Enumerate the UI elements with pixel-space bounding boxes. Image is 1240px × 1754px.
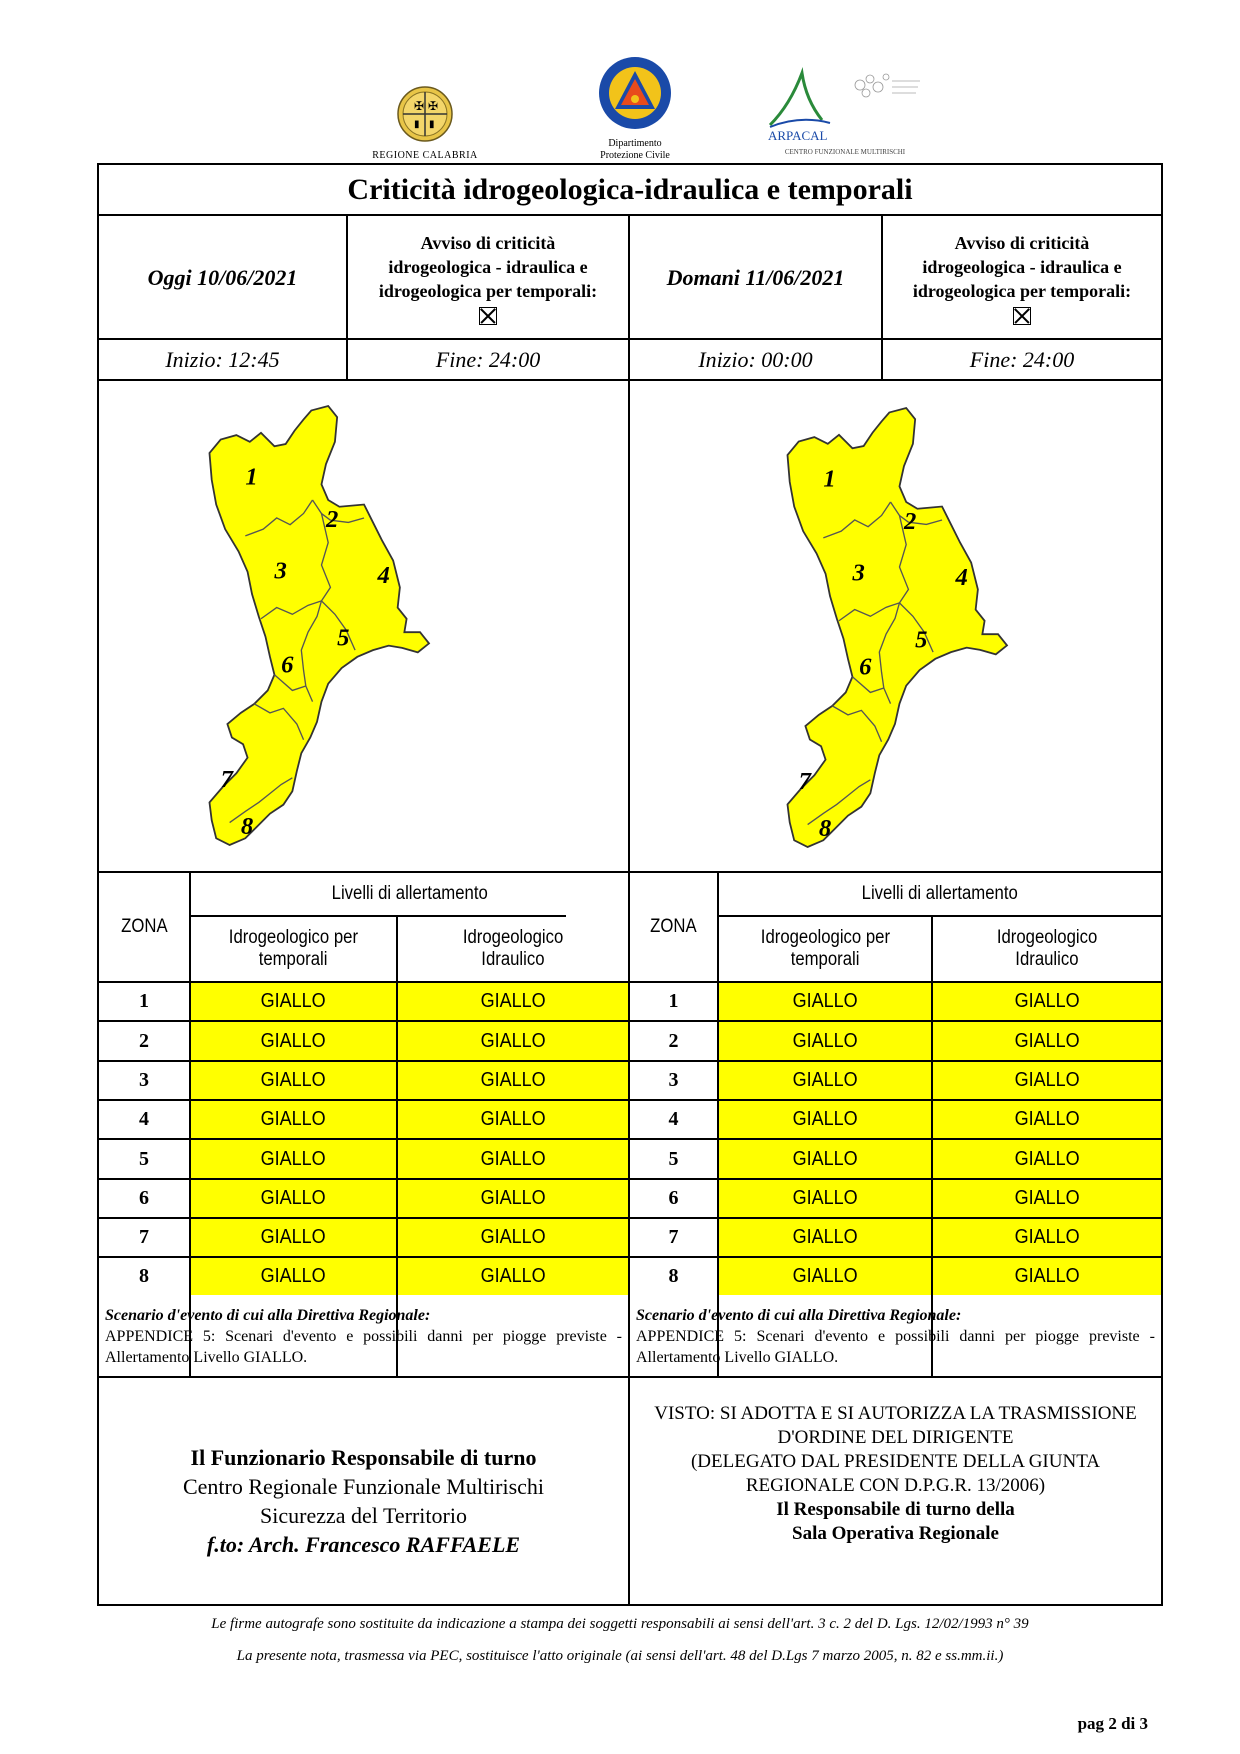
today-idraulico-cell: GIALLO [398, 1258, 628, 1295]
regione-calabria-emblem-icon [395, 85, 455, 143]
zone-label: 4 [955, 563, 968, 591]
tomorrow-idraulico-cell: GIALLO [933, 1062, 1161, 1099]
tomorrow-date: Domani 11/06/2021 [666, 265, 845, 290]
dipartimento-caption-line2: Protezione Civile [600, 150, 670, 161]
svg-text:✠: ✠ [414, 99, 425, 113]
signature-left-name: f.to: Arch. Francesco RAFFAELE [206, 1532, 521, 1557]
tomorrow-temporali-cell: GIALLO [719, 1062, 931, 1099]
tomorrow-zona-cell: 7 [668, 1226, 679, 1248]
tomorrow-inizio: Inizio: 00:00 [698, 346, 813, 372]
today-livelli-header: Livelli di allertamento [331, 883, 488, 904]
tomorrow-temporali-cell: GIALLO [719, 983, 931, 1020]
tomorrow-idraulico-cell: GIALLO [933, 983, 1161, 1020]
dipartimento-caption-line1: Dipartimento [608, 138, 662, 149]
today-temporali-cell: GIALLO [191, 983, 396, 1020]
tomorrow-temporali-cell: GIALLO [719, 1258, 931, 1295]
tomorrow-zona-cell: 6 [668, 1187, 679, 1209]
protezione-civile-emblem-icon [597, 55, 673, 131]
today-scenario-body: APPENDICE 5: Scenari d'evento e possibili danni per piogge previste - Allertamento Livello GIALLO. [105, 1328, 622, 1366]
zone-label: 3 [852, 559, 865, 587]
tomorrow-temporali-cell: GIALLO [719, 1022, 931, 1060]
tomorrow-scenario [636, 1305, 1155, 1368]
zone-label: 6 [859, 653, 872, 681]
tomorrow-map [777, 387, 1037, 862]
page-sep: di [1116, 1714, 1140, 1733]
page-number [1078, 1714, 1148, 1734]
tomorrow-avviso [883, 218, 1161, 338]
tomorrow-idraulico-cell: GIALLO [933, 1258, 1161, 1295]
signature-right-line4: REGIONALE CON D.P.G.R. 13/2006) [745, 1475, 1046, 1496]
today-avviso [348, 218, 628, 338]
today-idraulico-cell: GIALLO [398, 1140, 628, 1178]
tomorrow-zona-cell: 5 [668, 1147, 679, 1170]
regione-calabria-caption: REGIONE CALABRIA [372, 150, 478, 161]
today-temporali-cell: GIALLO [191, 1258, 396, 1295]
zone-label: 2 [903, 507, 917, 535]
zone-label: 7 [220, 765, 233, 793]
zone-label: 2 [325, 505, 339, 533]
tomorrow-avviso-line2: idrogeologica - idraulica e [922, 257, 1122, 277]
tomorrow-avviso-line1: Avviso di criticità [954, 233, 1090, 253]
tomorrow-temporali-cell: GIALLO [719, 1101, 931, 1138]
page-current: 2 [1108, 1714, 1117, 1733]
today-col2-header: Idrogeologico Idraulico [462, 927, 564, 970]
today-zona-cell: 6 [139, 1187, 149, 1209]
tomorrow-zona-cell: 2 [668, 1029, 679, 1052]
footnote-signatures: Le firme autografe sono sostituite da indicazione a stampa dei soggetti responsabili ai sensi dell'art. 3 c. 2 del D. Lgs. 12/02/1993 n° 39 [211, 1616, 1029, 1632]
today-avviso-checkbox [479, 307, 497, 325]
tomorrow-zona-cell: 3 [668, 1069, 679, 1091]
arpacal-emblem-icon [760, 65, 930, 143]
tomorrow-idraulico-cell: GIALLO [933, 1180, 1161, 1217]
arpacal-caption: CENTRO FUNZIONALE MULTIRISCHI [784, 148, 906, 156]
zone-label: 4 [377, 561, 390, 589]
protezione-civile-logo [580, 55, 690, 162]
tomorrow-avviso-line3: idrogeologica per temporali: [912, 281, 1132, 301]
page-total: 3 [1139, 1714, 1148, 1733]
zone-label: 1 [823, 465, 836, 493]
zone-label: 8 [818, 814, 832, 842]
signature-left [99, 1443, 628, 1559]
zone-label: 7 [798, 767, 811, 795]
today-idraulico-cell: GIALLO [398, 983, 628, 1020]
today-scenario [105, 1305, 622, 1368]
arpacal-wordmark: ARPACAL [768, 128, 828, 143]
bulletin-frame [97, 163, 1163, 1606]
signature-left-dept: Sicurezza del Territorio [260, 1503, 467, 1528]
today-zona-cell: 7 [139, 1226, 149, 1248]
svg-text:▮: ▮ [429, 119, 435, 130]
signature-right-line3: (DELEGATO DAL PRESIDENTE DELLA GIUNTA [690, 1451, 1101, 1472]
tomorrow-col1-header: Idrogeologico per temporali [760, 927, 890, 970]
svg-text:▮: ▮ [414, 119, 420, 130]
today-zona-header: ZONA [120, 916, 168, 937]
today-temporali-cell: GIALLO [191, 1140, 396, 1178]
tomorrow-zona-cell: 8 [668, 1265, 679, 1287]
zone-label: 5 [915, 626, 928, 654]
today-avviso-line2: idrogeologica - idraulica e [388, 257, 588, 277]
calabria-outline [209, 406, 429, 845]
title-row [99, 165, 1161, 216]
today-idraulico-cell: GIALLO [398, 1101, 628, 1138]
regione-calabria-logo [360, 85, 490, 162]
tomorrow-zona-header: ZONA [650, 916, 697, 937]
today-zona-cell: 4 [139, 1108, 149, 1130]
today-idraulico-cell: GIALLO [398, 1062, 628, 1099]
tomorrow-idraulico-cell: GIALLO [933, 1140, 1161, 1178]
page-prefix: pag [1077, 1714, 1109, 1733]
today-temporali-cell: GIALLO [191, 1219, 396, 1256]
today-scenario-heading: Scenario d'evento di cui alla Direttiva Regionale: [105, 1307, 431, 1324]
zone-label: 5 [337, 624, 350, 652]
today-avviso-line3: idrogeologica per temporali: [378, 281, 598, 301]
today-inizio: Inizio: 12:45 [165, 346, 280, 372]
tomorrow-idraulico-cell: GIALLO [933, 1022, 1161, 1060]
tomorrow-col2-header: Idrogeologico Idraulico [996, 927, 1098, 970]
today-avviso-line1: Avviso di criticità [420, 233, 556, 253]
today-calabria-map [199, 385, 459, 855]
tomorrow-idraulico-cell: GIALLO [933, 1219, 1161, 1256]
tomorrow-livelli-header: Livelli di allertamento [861, 883, 1019, 904]
tomorrow-scenario-body: APPENDICE 5: Scenari d'evento e possibili danni per piogge previste - Allertamento Livello GIALLO. [636, 1328, 1155, 1366]
signature-right-line1: VISTO: SI ADOTTA E SI AUTORIZZA LA TRASMISSIONE [654, 1403, 1137, 1424]
today-zona-cell: 8 [139, 1265, 149, 1287]
signature-right-line2: D'ORDINE DEL DIRIGENTE [777, 1427, 1014, 1448]
today-idraulico-cell: GIALLO [398, 1180, 628, 1217]
signature-right [630, 1402, 1161, 1546]
today-zona-cell: 3 [139, 1069, 149, 1091]
zone-label: 6 [281, 651, 294, 679]
today-temporali-cell: GIALLO [191, 1022, 396, 1060]
today-zona-cell: 1 [139, 990, 149, 1012]
tomorrow-zona-cell: 4 [668, 1108, 679, 1130]
tomorrow-idraulico-cell: GIALLO [933, 1101, 1161, 1138]
today-col1-header: Idrogeologico per temporali [228, 927, 359, 970]
tomorrow-temporali-cell: GIALLO [719, 1219, 931, 1256]
today-fine: Fine: 24:00 [435, 346, 541, 372]
signature-right-line6: Sala Operativa Regionale [792, 1523, 999, 1544]
page-title: Criticità idrogeologica-idraulica e temporali [347, 172, 913, 206]
today-idraulico-cell: GIALLO [398, 1219, 628, 1256]
zone-label: 3 [274, 557, 287, 585]
tomorrow-zona-cell: 1 [668, 990, 679, 1012]
signature-left-role: Il Funzionario Responsabile di turno [190, 1445, 537, 1470]
today-temporali-cell: GIALLO [191, 1101, 396, 1138]
zone-label: 1 [245, 463, 258, 491]
signature-right-line5: Il Responsabile di turno della [776, 1499, 1015, 1520]
svg-text:✠: ✠ [428, 99, 439, 113]
tomorrow-calabria-map [777, 387, 1037, 857]
today-temporali-cell: GIALLO [191, 1180, 396, 1217]
zone-label: 8 [240, 812, 254, 840]
tomorrow-temporali-cell: GIALLO [719, 1140, 931, 1178]
tomorrow-avviso-checkbox [1013, 307, 1031, 325]
today-zona-cell: 5 [139, 1147, 149, 1170]
today-map [199, 385, 459, 860]
tomorrow-scenario-heading: Scenario d'evento di cui alla Direttiva Regionale: [636, 1307, 962, 1324]
footnote-pec: La presente nota, trasmessa via PEC, sostituisce l'atto originale (ai sensi dell'art. 48 del D.Lgs 7 marzo 2005, n. 82 e ss.mm.ii.) [236, 1648, 1004, 1664]
signature-left-office: Centro Regionale Funzionale Multirischi [182, 1474, 545, 1499]
tomorrow-fine: Fine: 24:00 [969, 346, 1075, 372]
today-zona-cell: 2 [139, 1029, 149, 1052]
today-idraulico-cell: GIALLO [398, 1022, 628, 1060]
tomorrow-temporali-cell: GIALLO [719, 1180, 931, 1217]
today-date: Oggi 10/06/2021 [147, 265, 298, 290]
logo-header [0, 55, 1240, 165]
today-temporali-cell: GIALLO [191, 1062, 396, 1099]
calabria-outline [787, 408, 1007, 847]
arpacal-logo [760, 65, 930, 158]
